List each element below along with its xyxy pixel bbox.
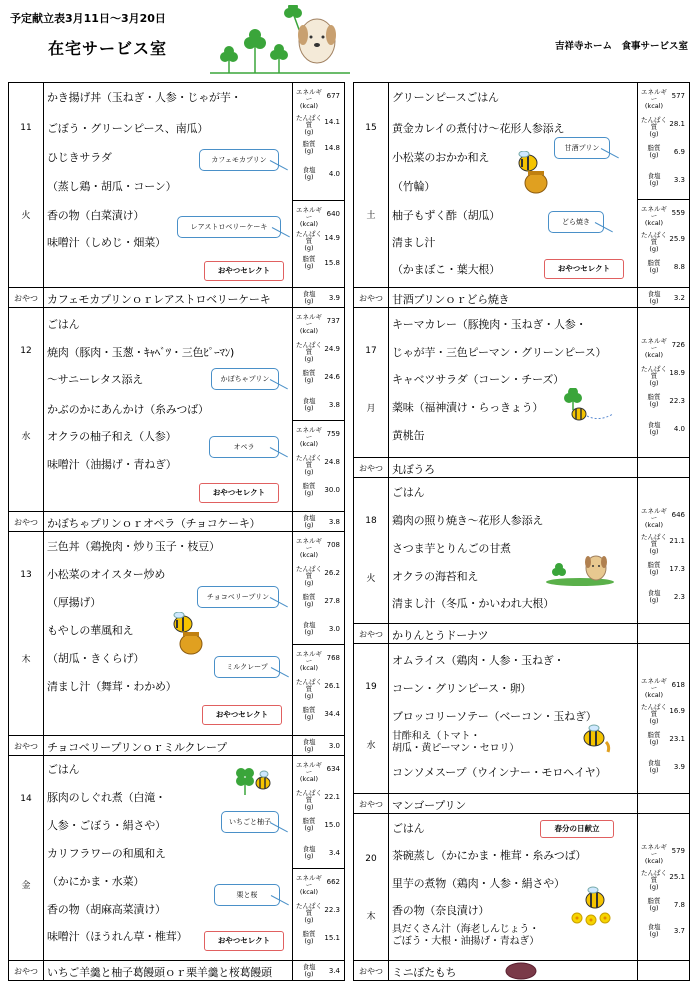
nutrition-box: エネルギー (kcal) 577 たんぱく質 (g) 28.1 脂質 (g) 6.9 食塩 (g) 3.3 bbox=[641, 88, 685, 187]
nutrition-box: エネルギー (kcal) 646 たんぱく質 (g) 21.1 脂質 (g) 17.3 食塩 (g) 2.3 bbox=[641, 507, 685, 604]
fat-value: 34.4 bbox=[324, 710, 340, 718]
protein-label: たんぱく質 (g) bbox=[296, 114, 322, 136]
dish: ごぼう・大根・油揚げ・青ねぎ） bbox=[392, 936, 539, 947]
dish: （胡瓜・きくらげ） bbox=[47, 652, 145, 665]
dish: オクラの柚子和え（人参） bbox=[47, 430, 177, 443]
nutrition-box: エネルギー (kcal) 768 たんぱく質 (g) 26.1 脂質 (g) 34.4 bbox=[292, 644, 344, 756]
dish: 焼肉（豚肉・玉葱・ｷｬﾍﾞﾂ・三色ﾋﾟｰﾏﾝ) bbox=[47, 346, 235, 359]
snack-text: ミニぼたもち bbox=[392, 966, 457, 979]
dish: コーン・グリンピース・卵） bbox=[392, 682, 532, 695]
snack-option-bubble: どら焼き bbox=[548, 211, 604, 233]
bee-icon bbox=[580, 722, 616, 756]
snack-select-label: おやつセレクト bbox=[199, 483, 279, 503]
day-date: 14 bbox=[20, 794, 32, 804]
snack-text: マンゴープリン bbox=[392, 799, 466, 812]
dish: かぶのかにあんかけ（糸みつば） bbox=[47, 403, 209, 416]
dish: グリーンピースごはん bbox=[392, 91, 499, 104]
snack-row: おやつ 丸ぼうろ bbox=[354, 457, 689, 477]
snack-select-label: おやつセレクト bbox=[202, 705, 282, 725]
energy-value: 646 bbox=[671, 511, 685, 519]
dish: ごぼう・グリーンピース、南瓜） bbox=[47, 122, 209, 135]
protein-value: 14.1 bbox=[324, 118, 340, 126]
dog-clover-icon bbox=[544, 550, 616, 586]
energy-value: 640 bbox=[326, 210, 340, 218]
salt-value: 3.3 bbox=[673, 176, 685, 184]
day-weekday: 木 bbox=[366, 912, 376, 922]
fat-value: 14.8 bbox=[324, 144, 340, 152]
protein-value: 24.8 bbox=[324, 458, 340, 466]
dish: 里芋の煮物（鶏肉・人参・絹さや） bbox=[392, 877, 565, 890]
energy-label: エネルギー (kcal) bbox=[296, 88, 322, 110]
energy-value: 559 bbox=[671, 209, 685, 217]
nutrition-box: エネルギー (kcal) 759 たんぱく質 (g) 24.8 脂質 (g) 30.0 bbox=[292, 420, 344, 532]
snack-option-bubble: 栗と桜 bbox=[214, 884, 280, 906]
energy-value: 634 bbox=[326, 765, 340, 773]
nutrition-box: エネルギー (kcal) 662 たんぱく質 (g) 22.3 脂質 (g) 15.1 bbox=[292, 868, 344, 980]
dish: 清まし汁（冬瓜・かいわれ大根） bbox=[392, 597, 554, 610]
snack-option-bubble: かぼちゃプリン bbox=[211, 368, 279, 390]
day-date: 13 bbox=[20, 570, 32, 580]
dish: 甘酢和え（トマト・ bbox=[392, 731, 481, 742]
nutrition-box: エネルギー (kcal) 618 たんぱく質 (g) 16.9 脂質 (g) 23.1 食塩 (g) 3.9 bbox=[641, 677, 685, 774]
protein-value: 18.9 bbox=[669, 369, 685, 377]
day-block bbox=[354, 814, 689, 980]
snack-select-label: おやつセレクト bbox=[204, 931, 284, 951]
salt-value: 4.0 bbox=[673, 425, 685, 433]
dish: ごはん bbox=[47, 318, 80, 331]
nutrition-box: エネルギー (kcal) 634 たんぱく質 (g) 22.1 脂質 (g) 15.0 食塩 (g) 3.4 bbox=[296, 761, 340, 860]
energy-value: 726 bbox=[671, 341, 685, 349]
dish: ごはん bbox=[392, 486, 425, 499]
menu-column-right bbox=[353, 82, 690, 981]
snack-text: いちご羊羹と柚子葛饅頭ｏｒ栗羊羹と桜葛饅頭 bbox=[47, 966, 272, 979]
protein-value: 28.1 bbox=[669, 120, 685, 128]
energy-value: 759 bbox=[326, 430, 340, 438]
day-weekday: 火 bbox=[21, 211, 31, 221]
snack-text: チョコベリープリンｏｒミルクレープ bbox=[47, 741, 227, 754]
dish: オクラの海苔和え bbox=[392, 570, 479, 583]
dish: 黄金カレイの煮付け～花形人参添え bbox=[392, 122, 565, 135]
protein-value: 25.1 bbox=[669, 873, 685, 881]
protein-value: 14.9 bbox=[324, 234, 340, 242]
dish: かき揚げ丼（玉ねぎ・人参・じゃが芋・ bbox=[47, 91, 242, 104]
dish: 香の物（奈良漬け） bbox=[392, 904, 490, 917]
snack-text: かりんとうドーナツ bbox=[392, 629, 489, 642]
energy-value: 662 bbox=[326, 878, 340, 886]
day-weekday: 木 bbox=[21, 655, 31, 665]
menu-column-left bbox=[8, 82, 345, 981]
snack-option-bubble: レアストロベリーケーキ bbox=[177, 216, 281, 238]
fat-label: 脂質 (g) bbox=[302, 140, 316, 155]
snack-row: おやつ マンゴープリン bbox=[354, 793, 689, 813]
snack-text: かぼちゃプリンｏｒオペラ（チョコケーキ） bbox=[47, 517, 261, 530]
day-date: 12 bbox=[20, 346, 32, 356]
dish: ブロッコリーソテー（ベーコン・玉ねぎ） bbox=[392, 710, 597, 723]
dish: 小松菜のオイスター炒め bbox=[47, 568, 166, 581]
energy-value: 708 bbox=[326, 541, 340, 549]
day-block bbox=[354, 83, 689, 308]
day-weekday: 火 bbox=[366, 574, 376, 584]
dish: 味噌汁（しめじ・畑菜） bbox=[47, 236, 166, 249]
dish: 味噌汁（油揚げ・青ねぎ） bbox=[47, 458, 177, 471]
fat-value: 15.0 bbox=[324, 821, 340, 829]
energy-value: 768 bbox=[326, 654, 340, 662]
dish: オムライス（鶏肉・人参・玉ねぎ・ bbox=[392, 654, 565, 667]
day-weekday: 月 bbox=[366, 404, 376, 414]
dish: 香の物（胡麻高菜漬け） bbox=[47, 903, 166, 916]
protein-value: 25.9 bbox=[669, 235, 685, 243]
bee-honey-icon bbox=[514, 151, 550, 195]
day-block bbox=[354, 308, 689, 478]
salt-value: 3.0 bbox=[328, 742, 340, 750]
dish: じゃが芋・三色ピーマン・グリーンピース） bbox=[392, 346, 607, 359]
fat-value: 30.0 bbox=[324, 486, 340, 494]
dish: 小松菜のおかか和え bbox=[392, 151, 490, 164]
dish: （蒸し鶏・胡瓜・コーン） bbox=[47, 180, 177, 193]
protein-value: 22.1 bbox=[324, 793, 340, 801]
day-date: 17 bbox=[365, 346, 377, 356]
dish: ～サニーレタス添え bbox=[47, 373, 144, 386]
snack-option-bubble: ミルクレープ bbox=[214, 656, 280, 678]
period-title: 予定献立表3月11日～3月20日 bbox=[10, 12, 166, 25]
salt-value: 3.9 bbox=[673, 763, 685, 771]
dish: 清まし汁（舞茸・わかめ） bbox=[47, 680, 177, 693]
dish: キーマカレー（豚挽肉・玉ねぎ・人参・ bbox=[392, 318, 587, 331]
dish: 黄桃缶 bbox=[392, 429, 425, 442]
clover-bee-icon bbox=[231, 761, 275, 797]
energy-value: 618 bbox=[671, 681, 685, 689]
dish: さつま芋とりんごの甘煮 bbox=[392, 542, 511, 555]
dish: 人参・ごぼう・絹さや） bbox=[47, 819, 166, 832]
protein-value: 26.2 bbox=[324, 569, 340, 577]
bee-flowers-icon bbox=[569, 886, 619, 926]
fat-value: 17.3 bbox=[669, 565, 685, 573]
nutrition-box: エネルギー (kcal) 708 たんぱく質 (g) 26.2 脂質 (g) 27.8 食塩 (g) 3.0 bbox=[296, 537, 340, 636]
bee-honey-icon bbox=[169, 612, 205, 656]
dish: 香の物（白菜漬け） bbox=[47, 209, 145, 222]
fat-value: 15.8 bbox=[324, 259, 340, 267]
dish: 鶏肉の照り焼き～花形人参添え bbox=[392, 514, 544, 527]
fat-value: 6.9 bbox=[673, 148, 685, 156]
dish: ごはん bbox=[47, 763, 80, 776]
dish: （竹輪） bbox=[392, 180, 436, 193]
day-date: 11 bbox=[20, 123, 32, 133]
day-block bbox=[9, 756, 344, 980]
salt-value: 3.8 bbox=[328, 518, 340, 526]
day-block bbox=[354, 478, 689, 644]
salt-value: 3.8 bbox=[328, 401, 340, 409]
page-header bbox=[0, 0, 700, 80]
day-date: 20 bbox=[365, 854, 377, 864]
dish: 柚子もずく酢（胡瓜） bbox=[392, 209, 500, 222]
snack-option-bubble: いちごと柚子 bbox=[221, 811, 279, 833]
snack-select-label: おやつセレクト bbox=[204, 261, 284, 281]
dish: 具だくさん汁（海老しんじょう・ bbox=[392, 924, 539, 935]
snack-row: おやつ かりんとうドーナツ bbox=[354, 623, 689, 643]
day-date: 15 bbox=[365, 123, 377, 133]
day-weekday: 水 bbox=[21, 432, 31, 442]
energy-value: 579 bbox=[671, 847, 685, 855]
protein-value: 26.1 bbox=[324, 682, 340, 690]
snack-row: おやつ カフェモカプリンｏｒレアストロベリーケーキ 食塩 (g) 3.9 bbox=[9, 287, 344, 307]
snack-row: おやつ 甘酒プリンｏｒどら焼き 食塩 (g) 3.2 bbox=[354, 287, 689, 307]
department-title: 在宅サービス室 bbox=[48, 39, 168, 58]
snack-text: 甘酒プリンｏｒどら焼き bbox=[392, 293, 510, 306]
snack-option-bubble: オペラ bbox=[209, 436, 279, 458]
energy-value: 737 bbox=[326, 317, 340, 325]
salt-value: 3.7 bbox=[673, 927, 685, 935]
nutrition-box bbox=[292, 83, 344, 186]
dish: 茶碗蒸し（かにかま・椎茸・糸みつば） bbox=[392, 849, 587, 862]
dish: コンソメスープ（ウインナー・モロヘイヤ） bbox=[392, 766, 607, 779]
organization-name: 吉祥寺ホーム 食事サービス室 bbox=[554, 41, 688, 52]
snack-option-bubble: チョコベリープリン bbox=[197, 586, 279, 608]
salt-value: 3.9 bbox=[328, 294, 340, 302]
snack-row: おやつ チョコベリープリンｏｒミルクレープ 食塩 (g) 3.0 bbox=[9, 735, 344, 755]
day-weekday: 水 bbox=[366, 741, 376, 751]
dish: もやしの華風和え bbox=[47, 624, 134, 637]
equinox-menu-badge: 春分の日献立 bbox=[540, 820, 614, 838]
day-date: 18 bbox=[365, 516, 377, 526]
protein-value: 21.1 bbox=[669, 537, 685, 545]
nutrition-box: エネルギー (kcal) 579 たんぱく質 (g) 25.1 脂質 (g) 7.8 食塩 (g) 3.7 bbox=[641, 843, 685, 938]
day-weekday: 金 bbox=[21, 881, 31, 891]
dish: カリフラワーの和風和え bbox=[47, 847, 166, 860]
clover-bee-icon bbox=[559, 388, 615, 424]
dish: 薬味（福神漬け・らっきょう） bbox=[392, 401, 544, 414]
fat-value: 8.8 bbox=[673, 263, 685, 271]
fat-value: 22.3 bbox=[669, 397, 685, 405]
snack-text: カフェモカプリンｏｒレアストロベリーケーキ bbox=[47, 293, 271, 306]
dish: ひじきサラダ bbox=[47, 151, 112, 164]
fat-value: 23.1 bbox=[669, 735, 685, 743]
clover-dog-illustration bbox=[205, 5, 355, 75]
dish: 豚肉のしぐれ煮（白滝・ bbox=[47, 791, 166, 804]
salt-value: 3.0 bbox=[328, 625, 340, 633]
fat-value: 15.1 bbox=[324, 934, 340, 942]
dish: 清まし汁 bbox=[392, 236, 436, 249]
protein-value: 22.3 bbox=[324, 906, 340, 914]
snack-text: 丸ぼうろ bbox=[392, 463, 435, 476]
fat-value: 7.8 bbox=[673, 901, 685, 909]
day-block bbox=[9, 83, 344, 308]
day-block bbox=[9, 532, 344, 756]
nutrition-box: エネルギー (kcal) 640 たんぱく質 (g) 14.9 脂質 (g) 15.8 bbox=[292, 200, 344, 308]
salt-value: 3.2 bbox=[673, 294, 685, 302]
day-block bbox=[354, 644, 689, 814]
dish: キャベツサラダ（コーン・チーズ） bbox=[392, 373, 564, 386]
snack-row: おやつ ミニぼたもち bbox=[354, 960, 689, 980]
day-weekday: 土 bbox=[366, 211, 376, 221]
energy-value: 677 bbox=[326, 92, 340, 100]
snack-option-bubble: 甘酒プリン bbox=[554, 137, 610, 159]
nutrition-box: エネルギー (kcal) 726 たんぱく質 (g) 18.9 脂質 (g) 22.3 食塩 (g) 4.0 bbox=[641, 337, 685, 436]
snack-row: おやつ かぼちゃプリンｏｒオペラ（チョコケーキ） 食塩 (g) 3.8 bbox=[9, 511, 344, 531]
protein-value: 16.9 bbox=[669, 707, 685, 715]
salt-label: 食塩 (g) bbox=[302, 166, 316, 181]
dish: 胡瓜・黄ピーマン・セロリ） bbox=[392, 743, 519, 754]
dish: 三色丼（鶏挽肉・炒り玉子・枝豆） bbox=[47, 540, 220, 553]
fat-value: 27.8 bbox=[324, 597, 340, 605]
nutrition-box: エネルギー (kcal) 559 たんぱく質 (g) 25.9 脂質 (g) 8.8 bbox=[637, 199, 689, 308]
day-block bbox=[9, 308, 344, 532]
nutrition-box: エネルギー (kcal) 737 たんぱく質 (g) 24.9 脂質 (g) 24.6 食塩 (g) 3.8 bbox=[296, 313, 340, 412]
snack-option-bubble: カフェモカプリン bbox=[199, 149, 279, 171]
energy-value: 577 bbox=[671, 92, 685, 100]
dish: 味噌汁（ほうれん草・椎茸） bbox=[47, 930, 188, 943]
snack-select-label: おやつセレクト bbox=[544, 259, 624, 279]
salt-value: 3.4 bbox=[328, 967, 340, 975]
fat-value: 24.6 bbox=[324, 373, 340, 381]
dish: （厚揚げ） bbox=[47, 596, 101, 609]
protein-value: 24.9 bbox=[324, 345, 340, 353]
snack-row: おやつ いちご羊羹と柚子葛饅頭ｏｒ栗羊羹と桜葛饅頭 食塩 (g) 3.4 bbox=[9, 960, 344, 980]
dish: （かまぼこ・葉大根） bbox=[392, 263, 500, 276]
salt-value: 2.3 bbox=[673, 593, 685, 601]
dish: ごはん bbox=[392, 822, 425, 835]
salt-value: 3.4 bbox=[328, 849, 340, 857]
day-date: 19 bbox=[365, 682, 377, 692]
salt-value: 4.0 bbox=[328, 170, 340, 178]
dish: （かにかま・水菜） bbox=[47, 875, 145, 888]
